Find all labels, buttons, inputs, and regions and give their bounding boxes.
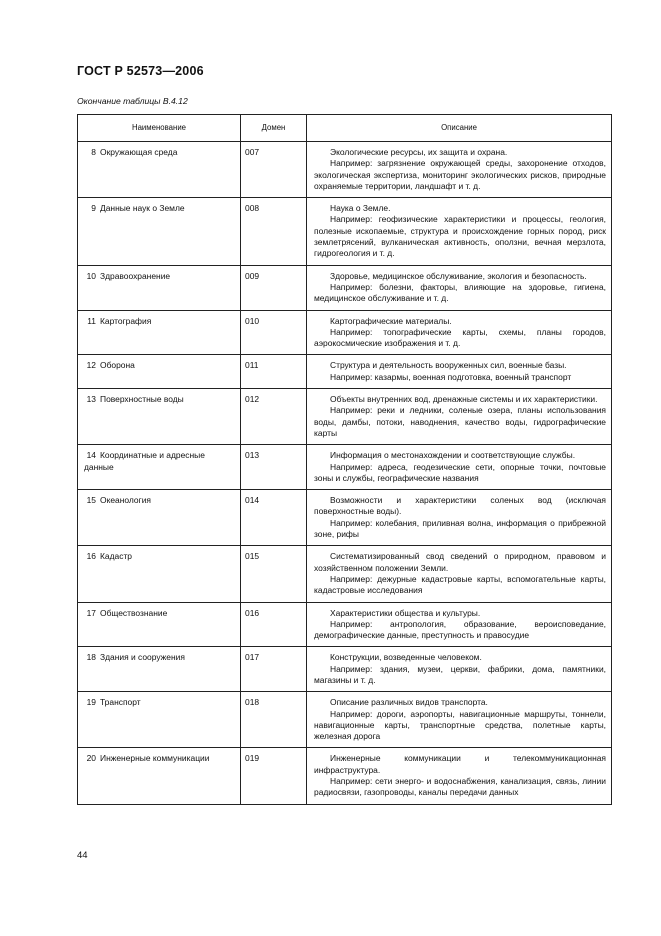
cell-description (307, 647, 612, 692)
row-name: Окружающая среда (100, 147, 178, 157)
table-row (78, 142, 612, 198)
table-row (78, 546, 612, 602)
row-name: Инженерные коммуникации (100, 753, 210, 764)
cell-description (307, 389, 612, 445)
description-paragraph: Например: здания, музеи, церкви, фабрики, дома, памятники, магазины и т. д. (314, 663, 606, 685)
cell-domain: 018 (241, 692, 307, 748)
row-name: Данные наук о Земле (100, 203, 185, 214)
description-paragraph: Экологические ресурсы, их защита и охрана. (330, 147, 508, 157)
data-table (77, 114, 612, 805)
cell-description (307, 748, 612, 804)
cell-description (307, 265, 612, 310)
cell-description (307, 602, 612, 647)
description-paragraph: Систематизированный свод сведений о природном, правовом и хозяйственном положении Земли. (314, 551, 606, 573)
description-paragraph: Характеристики общества и культуры. (330, 607, 481, 618)
column-header-description: Описание (307, 115, 612, 142)
row-name: Оборона (100, 360, 135, 371)
cell-domain: 013 (241, 445, 307, 490)
cell-domain: 011 (241, 355, 307, 389)
table-row (78, 389, 612, 445)
cell-domain: 015 (241, 546, 307, 602)
row-number: 8 (91, 147, 96, 157)
table-row (78, 692, 612, 748)
description-paragraph: Например: антропология, образование, вероисповедание, демографические данные, преступность и правосудие (314, 618, 606, 641)
cell-description (307, 490, 612, 546)
cell-domain: 017 (241, 647, 307, 692)
description-paragraph: Информация о местонахождении и соответствующие службы. (330, 450, 576, 461)
row-name: Океанология (100, 495, 151, 506)
cell-domain: 010 (241, 310, 307, 355)
cell-description (307, 198, 612, 265)
row-number: 12 (86, 360, 96, 371)
description-paragraph: Например: дороги, аэропорты, навигационные маршруты, тоннели, навигационные карты, транспортные средства, полетные карты, железная дорога (314, 708, 606, 742)
cell-domain: 008 (241, 198, 307, 265)
description-paragraph: Структура и деятельность вооруженных сил, военные базы. (330, 360, 567, 371)
cell-name (78, 310, 241, 355)
description-paragraph: Например: казармы, военная подготовка, военный транспорт (330, 371, 572, 382)
cell-description (307, 355, 612, 389)
table-row (78, 265, 612, 310)
row-number: 11 (87, 315, 96, 326)
cell-domain: 019 (241, 748, 307, 804)
cell-domain: 007 (241, 142, 307, 198)
table-body (78, 142, 612, 805)
description-paragraph: Описание различных видов транспорта. (330, 697, 488, 708)
table-header (78, 115, 612, 142)
row-number: 14 (86, 450, 96, 461)
table-caption: Окончание таблицы В.4.12 (77, 96, 188, 106)
cell-name (78, 692, 241, 748)
cell-name (78, 748, 241, 804)
table-row (78, 748, 612, 804)
row-number: 10 (86, 270, 96, 281)
table-row (78, 355, 612, 389)
row-number: 9 (91, 203, 96, 214)
description-paragraph: Например: дежурные кадастровые карты, вспомогательные карты, кадастровые исследования (314, 573, 606, 596)
cell-name (78, 602, 241, 647)
row-name: Транспорт (100, 697, 141, 708)
cell-domain: 009 (241, 265, 307, 310)
cell-domain: 012 (241, 389, 307, 445)
cell-description (307, 310, 612, 355)
description-paragraph: Например: геофизические характеристики и процессы, геология, полезные ископаемые, структура и происхождение горных пород, риск землетрясений, вулканическая активность, оползни, вечная мерзлота, гидрогеология и т. д. (314, 214, 606, 259)
row-number: 18 (86, 652, 96, 663)
cell-name (78, 389, 241, 445)
cell-name (78, 546, 241, 602)
column-header-domain: Домен (241, 115, 307, 142)
cell-description (307, 546, 612, 602)
description-paragraph: Наука о Земле. (330, 203, 391, 214)
description-paragraph: Например: реки и ледники, соленые озера, планы использования воды, дамбы, потоки, наводнения, качество воды, гидрографические карты (314, 405, 606, 438)
row-name: Кадастр (100, 551, 132, 562)
cell-name (78, 355, 241, 389)
row-name: Здания и сооружения (100, 652, 185, 663)
table-row (78, 602, 612, 647)
cell-description (307, 142, 612, 198)
row-name: Обществознание (100, 607, 168, 618)
description-paragraph: Например: болезни, факторы, влияющие на здоровье, гигиена, медицинское обслуживание и т. д. (314, 281, 606, 304)
row-number: 17 (86, 607, 96, 618)
table-row (78, 198, 612, 265)
description-paragraph: Объекты внутренних вод, дренажные системы и их характеристики. (330, 394, 598, 405)
cell-name (78, 198, 241, 265)
description-paragraph: Например: колебания, приливная волна, информация о прибрежной зоне, рифы (314, 517, 606, 540)
description-paragraph: Инженерные коммуникации и телекоммуникационная инфраструктура. (314, 753, 606, 775)
row-number: 16 (86, 551, 96, 562)
row-number: 20 (86, 753, 96, 764)
cell-description (307, 445, 612, 490)
row-number: 15 (86, 495, 96, 506)
cell-name (78, 445, 241, 490)
cell-name (78, 490, 241, 546)
description-paragraph: Например: загрязнение окружающей среды, захоронение отходов, экологическая экспертиза, мониторинг экологических рисков, природные охраняемые территории, ландшафт и т. д. (314, 158, 606, 191)
document-header: ГОСТ Р 52573—2006 (77, 64, 204, 78)
description-paragraph: Картографические материалы. (330, 315, 452, 326)
cell-domain: 016 (241, 602, 307, 647)
row-number: 19 (86, 697, 96, 708)
table-row (78, 310, 612, 355)
table-row (78, 647, 612, 692)
description-paragraph: Например: топографические карты, схемы, планы городов, аэрокосмические изображения и т. д. (314, 326, 606, 349)
row-name: Здравоохранение (100, 270, 171, 281)
cell-description (307, 692, 612, 748)
description-paragraph: Например: сети энерго- и водоснабжения, канализация, связь, линии радиосвязи, газопроводы, каналы передачи данных (314, 776, 606, 798)
cell-name (78, 647, 241, 692)
row-name: Картография (100, 315, 152, 326)
cell-name (78, 142, 241, 198)
row-name: Координатные и адресные данные (84, 450, 205, 472)
description-paragraph: Здоровье, медицинское обслуживание, экология и безопасность. (330, 270, 587, 281)
description-paragraph: Конструкции, возведенные человеком. (330, 652, 482, 663)
page-number: 44 (77, 850, 88, 861)
cell-domain: 014 (241, 490, 307, 546)
description-paragraph: Например: адреса, геодезические сети, опорные точки, почтовые зоны и службы, географические названия (314, 461, 606, 483)
row-name: Поверхностные воды (100, 394, 184, 405)
column-header-name: Наименование (78, 115, 241, 142)
cell-name (78, 265, 241, 310)
table-row (78, 490, 612, 546)
table-row (78, 445, 612, 490)
row-number: 13 (86, 394, 96, 405)
description-paragraph: Возможности и характеристики соленых вод (исключая поверхностные воды). (314, 495, 606, 517)
